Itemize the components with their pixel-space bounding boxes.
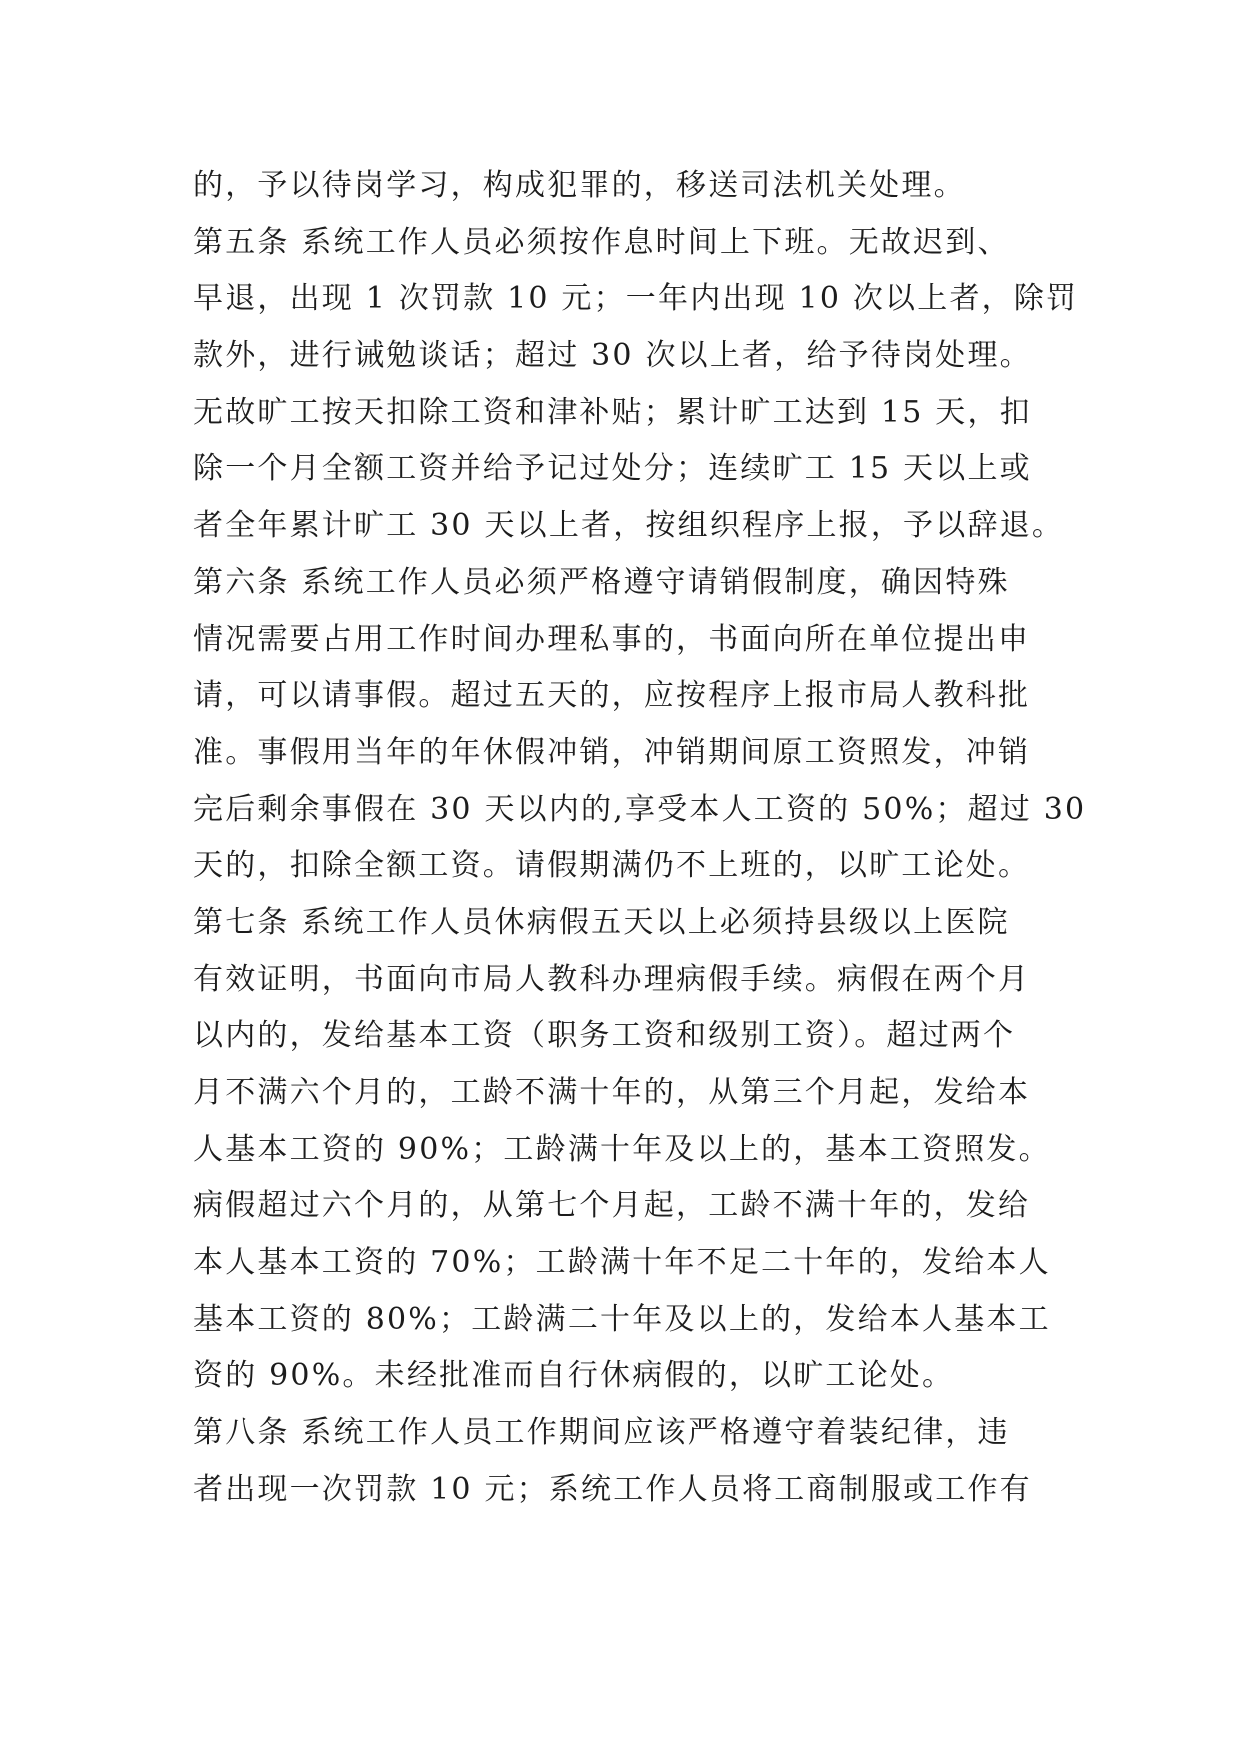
- text-line: 本人基本工资的 70%；工龄满十年不足二十年的，发给本人: [193, 1245, 1051, 1281]
- text-line: 除一个月全额工资并给予记过处分；连续旷工 15 天以上或: [193, 451, 1032, 487]
- text-line: 完后剩余事假在 30 天以内的,享受本人工资的 50%；超过 30: [193, 791, 1087, 827]
- document-body: [193, 158, 1087, 1519]
- text-line: 人基本工资的 90%；工龄满十年及以上的，基本工资照发。: [193, 1131, 1051, 1167]
- text-line: 请，可以请事假。超过五天的，应按程序上报市局人教科批: [193, 678, 1031, 714]
- text-line: 有效证明，书面向市局人教科办理病假手续。病假在两个月: [193, 961, 1031, 997]
- text-line: 款外，进行诫勉谈话；超过 30 次以上者，给予待岗处理。: [193, 338, 1032, 374]
- text-line: 以内的，发给基本工资（职务工资和级别工资）。超过两个: [193, 1018, 1016, 1054]
- text-line: 天的，扣除全额工资。请假期满仍不上班的，以旷工论处。: [193, 848, 1031, 884]
- text-line: 第六条 系统工作人员必须严格遵守请销假制度，确因特殊: [193, 564, 1010, 600]
- text-line: 第七条 系统工作人员休病假五天以上必须持县级以上医院: [193, 904, 1010, 940]
- text-line: 月不满六个月的，工龄不满十年的，从第三个月起，发给本: [193, 1075, 1031, 1110]
- text-line: 准。事假用当年的年休假冲销，冲销期间原工资照发，冲销: [193, 734, 1031, 770]
- text-line: 第五条 系统工作人员必须按作息时间上下班。无故迟到、: [193, 224, 1010, 260]
- text-line: 者全年累计旷工 30 天以上者，按组织程序上报，予以辞退。: [193, 508, 1065, 544]
- text-line: 情况需要占用工作时间办理私事的，书面向所在单位提出申: [193, 621, 1031, 657]
- text-line: 基本工资的 80%；工龄满二十年及以上的，发给本人基本工: [193, 1301, 1051, 1337]
- text-line: 的，予以待岗学习，构成犯罪的，移送司法机关处理。: [193, 168, 966, 203]
- text-line: 第八条 系统工作人员工作期间应该严格遵守着装纪律，违: [193, 1415, 1010, 1451]
- text-line: 病假超过六个月的，从第七个月起，工龄不满十年的，发给: [193, 1188, 1031, 1224]
- text-line: 者出现一次罚款 10 元；系统工作人员将工商制服或工作有: [193, 1471, 1032, 1507]
- text-line: 早退，出现 1 次罚款 10 元；一年内出现 10 次以上者，除罚: [193, 281, 1079, 317]
- text-line: 无故旷工按天扣除工资和津补贴；累计旷工达到 15 天，扣: [193, 394, 1032, 430]
- text-line: 资的 90%。未经批准而自行休病假的，以旷工论处。: [193, 1358, 955, 1394]
